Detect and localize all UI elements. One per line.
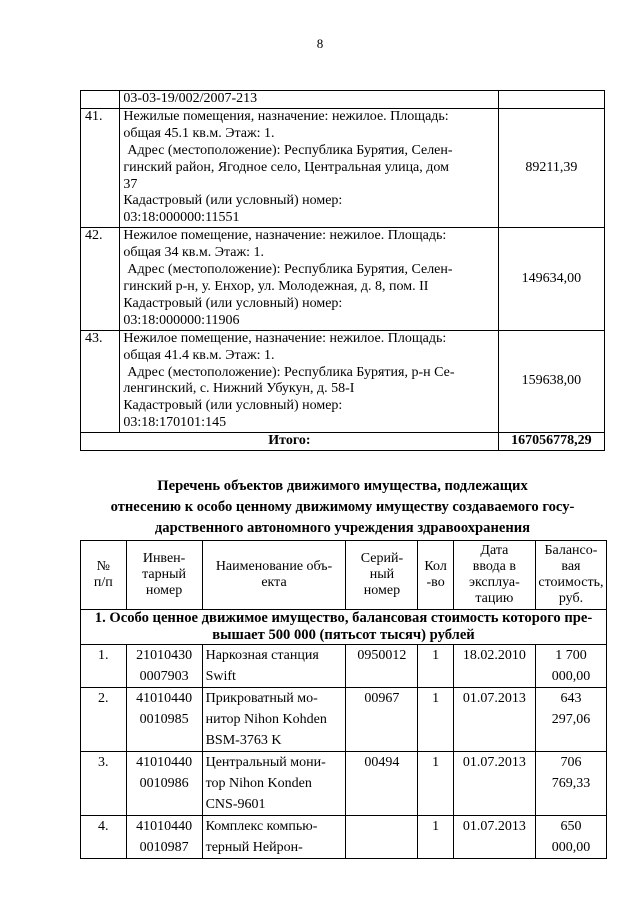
- column-header-value: Балансо- вая стоимость, руб.: [535, 541, 606, 610]
- inventory-number: 41010440 0010985: [126, 688, 202, 752]
- item-name: Центральный мони- тор Nihon Konden CNS-9601: [202, 752, 346, 816]
- table-row: [81, 816, 607, 859]
- column-header-serial: Серий- ный номер: [346, 541, 418, 610]
- property-description: Нежилое помещение, назначение: нежилое. Площадь: общая 41.4 кв.м. Этаж: 1. Адрес (местоположение): Республика Бурятия, р-н Се- ленгинский, с. Нижний Убукун, д. 58-I Кадастровый (или условный) номер: 03:18:170101:145: [120, 330, 498, 432]
- table-row: [81, 330, 605, 432]
- section-heading: Перечень объектов движимого имущества, подлежащих отнесению к особо ценному движимому имуществу создаваемого госу- дарственного автономного учреждения здравоохранения: [110, 478, 575, 536]
- serial-number: [346, 816, 418, 859]
- row-number: 2.: [81, 688, 127, 752]
- table-row: [81, 752, 607, 816]
- table-row: [81, 228, 605, 330]
- quantity: 1: [418, 645, 453, 688]
- quantity: 1: [418, 816, 453, 859]
- section-title: 1. Особо ценное движимое имущество, балансовая стоимость которого пре- вышает 500 000 (пятьсот тысяч) рублей: [81, 610, 607, 645]
- property-value: 159638,00: [498, 330, 604, 432]
- property-value: 149634,00: [498, 228, 604, 330]
- quantity: 1: [418, 688, 453, 752]
- commission-date: 01.07.2013: [453, 688, 535, 752]
- inventory-number: 21010430 0007903: [126, 645, 202, 688]
- table-row: [81, 645, 607, 688]
- table-row: [81, 108, 605, 227]
- total-label: Итого:: [81, 433, 499, 451]
- property-description: Нежилые помещения, назначение: нежилое. Площадь: общая 45.1 кв.м. Этаж: 1. Адрес (местоположение): Республика Бурятия, Селен- гинский район, Ягодное село, Центральная улица, дом 37 Кадастровый (или условный) номер: 03:18:000000:11551: [120, 108, 498, 227]
- balance-value: 706 769,33: [535, 752, 606, 816]
- cadastral-number-continued: 03-03-19/002/2007-213: [120, 91, 498, 109]
- commission-date: 18.02.2010: [453, 645, 535, 688]
- balance-value: 650 000,00: [535, 816, 606, 859]
- row-number: 1.: [81, 645, 127, 688]
- table-row: [81, 91, 605, 109]
- commission-date: 01.07.2013: [453, 816, 535, 859]
- section-row: [81, 610, 607, 645]
- row-number: 42.: [81, 228, 120, 330]
- balance-value: 643 297,06: [535, 688, 606, 752]
- total-value: 167056778,29: [498, 433, 604, 451]
- table-header-row: [81, 541, 607, 610]
- table-row: [81, 688, 607, 752]
- property-value: 89211,39: [498, 108, 604, 227]
- column-header-name: Наименование объ- екта: [202, 541, 346, 610]
- item-name: Комплекс компью- терный Нейрон-: [202, 816, 346, 859]
- item-name: Прикроватный мо- нитор Nihon Kohden BSM-3763 K: [202, 688, 346, 752]
- serial-number: 00967: [346, 688, 418, 752]
- inventory-number: 41010440 0010986: [126, 752, 202, 816]
- serial-number: 0950012: [346, 645, 418, 688]
- movable-property-table: [80, 540, 607, 859]
- row-number: 43.: [81, 330, 120, 432]
- row-number: 3.: [81, 752, 127, 816]
- item-name: Наркозная станция Swift: [202, 645, 346, 688]
- total-row: [81, 433, 605, 451]
- row-number: 4.: [81, 816, 127, 859]
- column-header-quantity: Кол -во: [418, 541, 453, 610]
- quantity: 1: [418, 752, 453, 816]
- row-number: 41.: [81, 108, 120, 227]
- column-header-date: Дата ввода в эксплуа- тацию: [453, 541, 535, 610]
- column-header-inventory: Инвен- тарный номер: [126, 541, 202, 610]
- inventory-number: 41010440 0010987: [126, 816, 202, 859]
- property-description: Нежилое помещение, назначение: нежилое. Площадь: общая 34 кв.м. Этаж: 1. Адрес (местоположение): Республика Бурятия, Селен- гинский р-н, у. Енхор, ул. Молодежная, д. 8, пом. II Кадастровый (или условный) номер: 03:18:000000:11906: [120, 228, 498, 330]
- column-header-number: № п/п: [81, 541, 127, 610]
- serial-number: 00494: [346, 752, 418, 816]
- property-table: [80, 90, 605, 451]
- commission-date: 01.07.2013: [453, 752, 535, 816]
- balance-value: 1 700 000,00: [535, 645, 606, 688]
- page-number: 8: [316, 36, 324, 51]
